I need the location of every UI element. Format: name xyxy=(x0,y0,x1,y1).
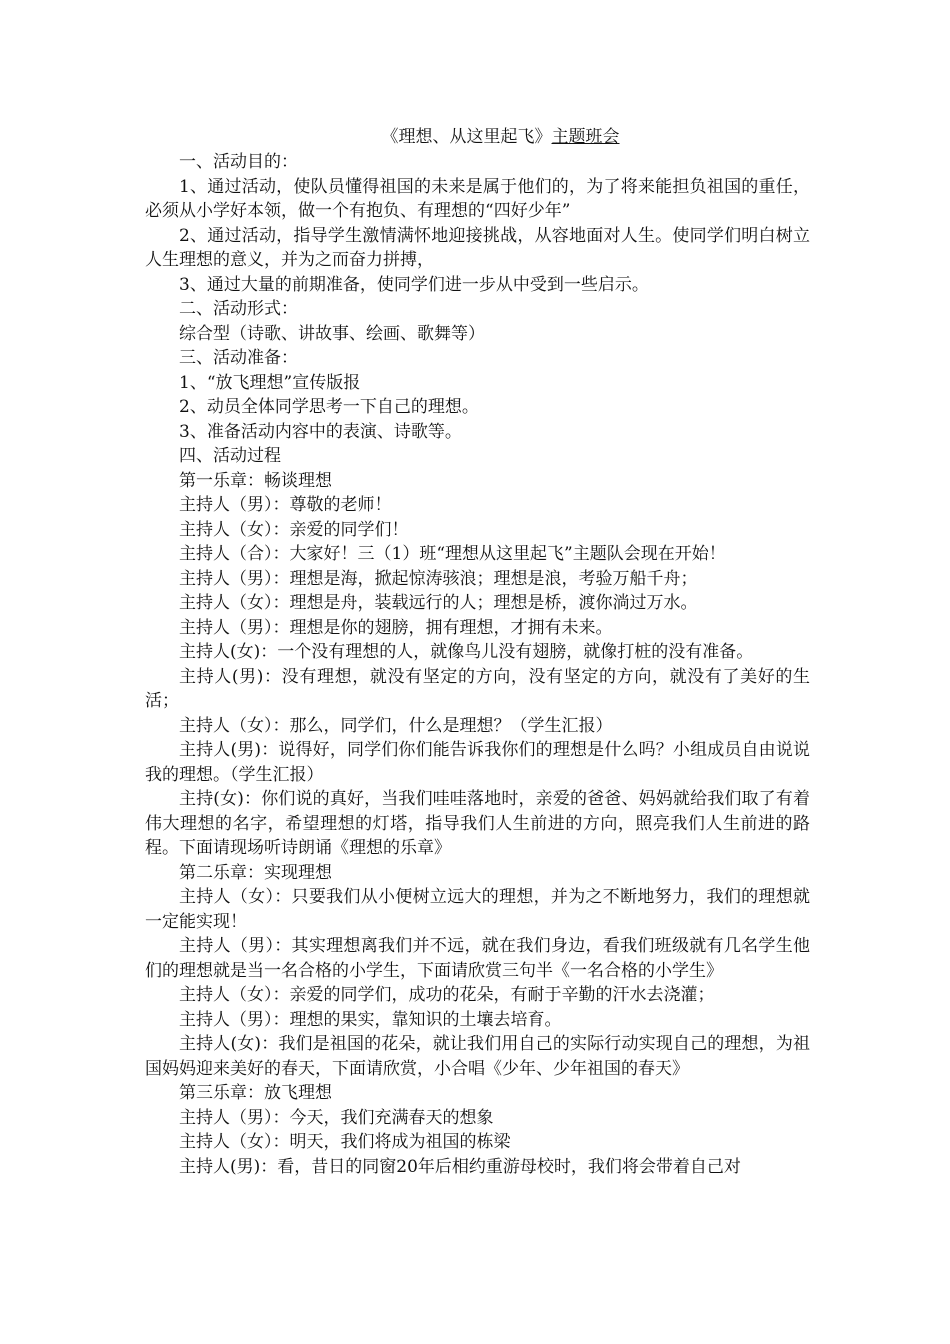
dialogue-line: 主持人（男）：今天，我们充满春天的想象 xyxy=(179,1107,494,1128)
chapter-heading: 第二乐章：实现理想 xyxy=(179,862,332,883)
dialogue-line: 主持人（女）：那么，同学们，什么是理想？（学生汇报） xyxy=(179,715,613,736)
dialogue-line: 主持人（女）：明天，我们将成为祖国的栋梁 xyxy=(179,1132,511,1152)
paragraph: 2、通过活动，指导学生激情满怀地迎接挑战，从容地面对人生。使同学们明白树立人生理想的意义，并为之而奋力拼搏， xyxy=(145,225,810,270)
dialogue-line: 主持人(男)：说得好，同学们你们能告诉我你们的理想是什么吗？小组成员自由说说我的理想。（学生汇报） xyxy=(145,740,810,785)
dialogue-line: 主持人(男)：看，昔日的同窗20年后相约重游母校时，我们将会带着自己对 xyxy=(179,1156,741,1177)
dialogue-line: 主持人(女)：一个没有理想的人，就像鸟儿没有翅膀，就像打桩的没有准备。 xyxy=(179,642,754,662)
dialogue-line: 主持人（男）：理想是海，掀起惊涛骇浪；理想是浪，考验万船千舟； xyxy=(179,568,698,589)
paragraph: 1、通过活动，使队员懂得祖国的未来是属于他们的，为了将来能担负祖国的重任，必须从小学好本领，做一个有抱负、有理想的“四好少年” xyxy=(145,176,810,221)
dialogue-line: 主持人（女）：亲爱的同学们，成功的花朵，有耐于辛勤的汗水去浇灌； xyxy=(179,985,715,1005)
paragraph: 2、动员全体同学思考一下自己的理想。 xyxy=(179,397,479,417)
section-heading: 三、活动准备： xyxy=(179,348,298,368)
section-heading: 一、活动目的： xyxy=(179,152,298,172)
chapter-heading: 第三乐章：放飞理想 xyxy=(179,1083,332,1103)
title-main: 《理想、从这里起飞》 xyxy=(381,127,552,147)
dialogue-line: 主持(女)：你们说的真好，当我们哇哇落地时，亲爱的爸爸、妈妈就给我们取了有着伟大理想的名字，希望理想的灯塔，指导我们人生前进的方向，照亮我们人生前进的路程。下面请现场听诗朗诵《理想的乐章》 xyxy=(145,789,810,858)
section-heading: 二、活动形式： xyxy=(179,299,298,319)
dialogue-line: 主持人（男）：理想的果实，靠知识的土壤去培育。 xyxy=(179,1009,562,1030)
dialogue-line: 主持人（女）：只要我们从小便树立远大的理想，并为之不断地努力，我们的理想就一定能实现！ xyxy=(145,887,810,932)
dialogue-line: 主持人(男)：没有理想，就没有坚定的方向，没有坚定的方向，就没有了美好的生活； xyxy=(145,666,810,711)
document-body xyxy=(145,124,810,1179)
dialogue-line: 主持人（男）：理想是你的翅膀，拥有理想，才拥有未来。 xyxy=(179,617,613,638)
dialogue-line: 主持人（合）：大家好！三（1）班“理想从这里起飞”主题队会现在开始！ xyxy=(179,544,726,564)
document-title xyxy=(145,124,810,150)
paragraph: 综合型（诗歌、讲故事、绘画、歌舞等） xyxy=(179,323,485,344)
section-heading: 四、活动过程 xyxy=(179,446,281,466)
dialogue-line: 主持人（女）：理想是舟，装载远行的人；理想是桥，渡你淌过万水。 xyxy=(179,593,698,613)
dialogue-line: 主持人（男）：尊敬的老师！ xyxy=(179,495,392,515)
paragraph: 3、准备活动内容中的表演、诗歌等。 xyxy=(179,421,462,442)
dialogue-line: 主持人(女)：我们是祖国的花朵，就让我们用自己的实际行动实现自己的理想，为祖国妈妈迎来美好的春天，下面请欣赏，小合唱《少年、少年祖国的春天》 xyxy=(145,1034,810,1079)
title-underlined: 主题班会 xyxy=(551,127,620,147)
paragraph: 3、通过大量的前期准备，使同学们进一步从中受到一些启示。 xyxy=(179,274,649,295)
paragraph: 1、“放飞理想”宣传版报 xyxy=(179,372,361,393)
dialogue-line: 主持人（男）：其实理想离我们并不远，就在我们身边，看我们班级就有几名学生他们的理想就是当一名合格的小学生，下面请欣赏三句半《一名合格的小学生》 xyxy=(145,936,810,981)
chapter-heading: 第一乐章：畅谈理想 xyxy=(179,470,332,491)
dialogue-line: 主持人（女）：亲爱的同学们！ xyxy=(179,519,409,540)
